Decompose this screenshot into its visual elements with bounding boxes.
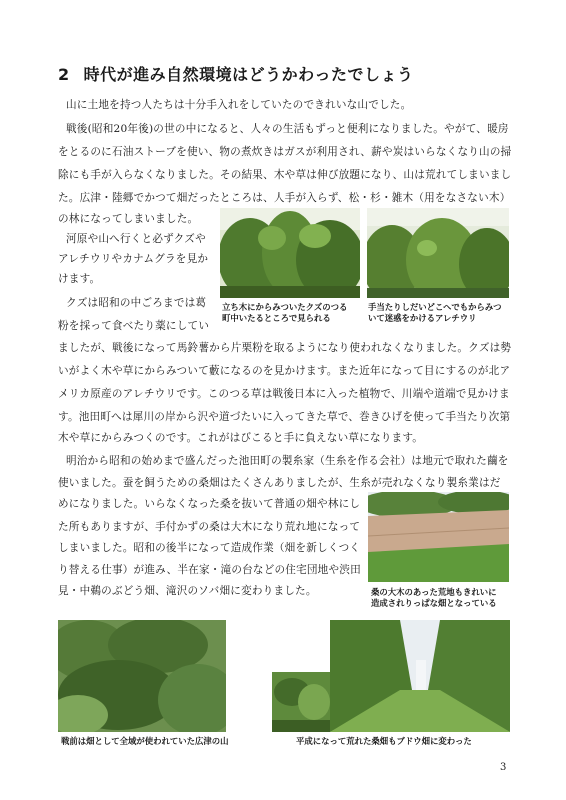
body-line: り替える仕事）が進み、半在家・滝の台などの住宅団地や渋田: [58, 564, 361, 576]
body-line: 除にも手が入らなくなりました。その結果、木や草は伸び放題になり、山は荒れてしまいまし: [58, 169, 512, 181]
mulberry-caption: 桑の大木のあった荒地もきれいに 造成されりっぱな畑となっている: [371, 587, 497, 608]
kudzu-vines-photo: [220, 208, 360, 298]
body-line: 粉を採って食べたり薬にしてい: [58, 320, 210, 332]
section-heading: [58, 62, 413, 85]
body-line: けます。: [58, 273, 101, 285]
body-line: 木や草にからみつくのです。これがはびこると手に負えない草になります。: [58, 432, 424, 444]
body-line: 河原や山へ行くと必ずクズや: [66, 233, 206, 245]
body-line: 使いました。蚕を飼うための桑畑はたくさんありましたが、生糸が売れなくなり製糸業はだ: [58, 477, 501, 489]
mountain-forest-photo: [58, 620, 226, 732]
mulberry-field-photo: [368, 492, 509, 582]
body-line: た所もありますが、手付かずの桑は大木になり荒れ地になって: [58, 521, 361, 533]
kudzu-caption: 立ち木にからみついたクズのつる 町中いたるところで見られる: [222, 302, 348, 323]
body-line: メリカ原産のアレチウリです。このつる草は戦後日本に入った植物で、川端や道端で見かけま: [58, 388, 510, 400]
body-line: をとるのに石油ストーブを使い、物の煮炊きはガスが利用され、薪や炭はいらなくなり山の掃: [58, 146, 512, 158]
body-line: た。広津・陸郷でかつて畑だったところは、人手が入らず、松・杉・雑木（用をなさない木）: [58, 192, 511, 204]
body-line: めになりました。いらなくなった桑を抜いて普通の畑や林にし: [58, 498, 361, 510]
body-line: アレチウリやカナムグラを見か: [58, 253, 209, 265]
body-line: 見・中鵜のぶどう畑、滝沢のソバ畑に変わりました。: [58, 585, 317, 597]
section-title: 時代が進み自然環境はどうかわったでしょう: [83, 65, 414, 84]
body-line: 戦後(昭和20年後)の世の中になると、人々の生活もずっと便利になりました。やがて、暖房: [66, 123, 509, 135]
body-line: 山に土地を持つ人たちは十分手入れをしていたのできれいな山でした。: [66, 99, 412, 111]
body-line: いがよく木や草にからみついて藪になるのを見かけます。また近年になって目にするのが北ア: [58, 365, 511, 377]
body-line: 明治から昭和の始めまで盛んだった池田町の製糸家（生糸を作る会社）は地元で取れた繭を: [66, 455, 509, 467]
vineyard-caption: 平成になって荒れた桑畑もブドウ畑に変わった: [296, 736, 472, 746]
vineyard-inset-photo: [272, 672, 330, 732]
arechiuri-photo: [367, 208, 509, 298]
body-line: の林になってしまいました。: [58, 213, 199, 225]
body-line: しまいました。昭和の後半になって造成作業（畑を新しくつく: [58, 542, 361, 554]
page-number: 3: [500, 762, 507, 773]
body-line: す。池田町へは犀川の岸から沢や道づたいに入ってきた草で、巻きひげを使って手当たり次第: [58, 411, 511, 423]
body-line: ましたが、戦後になって馬鈴薯から片栗粉を取るようになり使われなくなりました。クズは勢: [58, 342, 512, 354]
mountain-caption: 戦前は畑として全域が使われていた広津の山: [61, 736, 229, 746]
body-line: クズは昭和の中ごろまでは葛: [66, 297, 207, 309]
arechiuri-caption: 手当たりしだいどこへでもからみつ いて迷惑をかけるアレチウリ: [368, 302, 502, 323]
section-number: 2: [58, 65, 70, 84]
vineyard-photo: [330, 620, 510, 732]
